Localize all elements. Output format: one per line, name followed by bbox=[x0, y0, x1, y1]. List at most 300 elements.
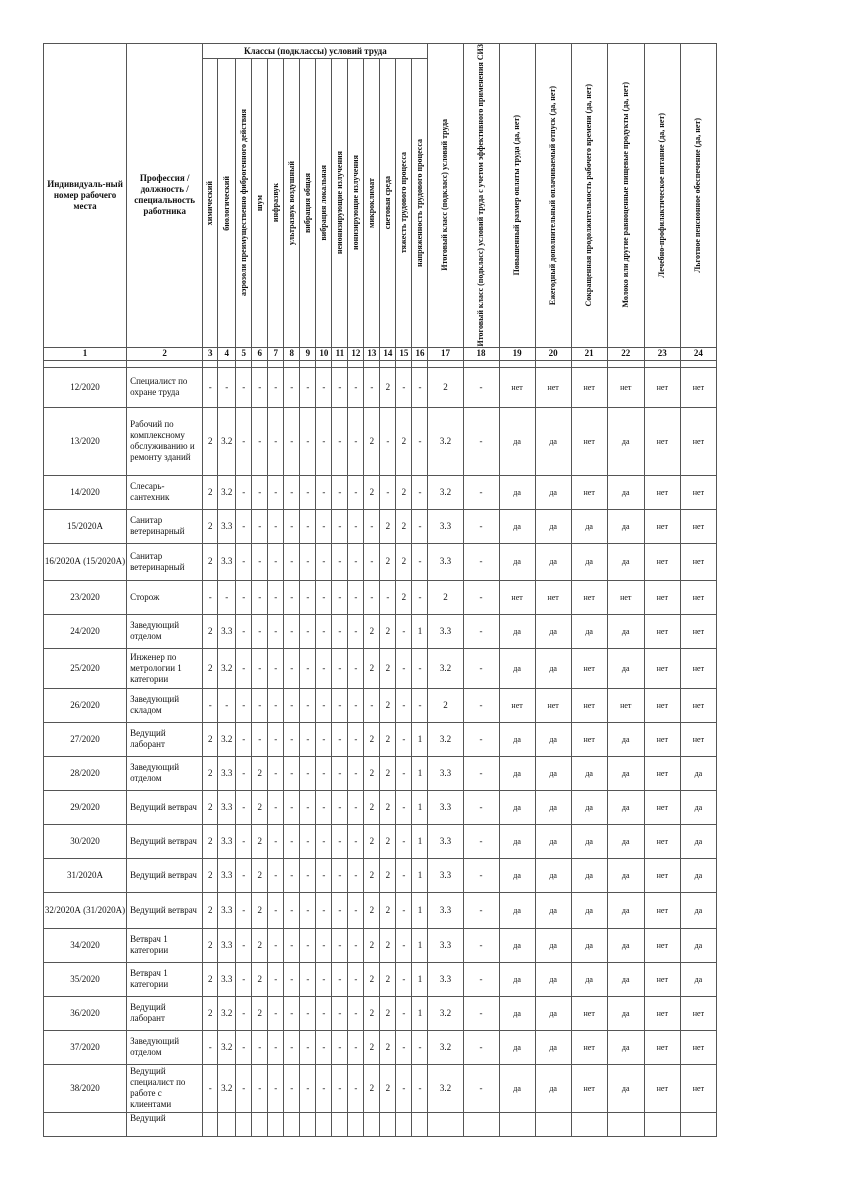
factor-class-cell: 2 bbox=[252, 790, 268, 824]
factor-class-cell: - bbox=[284, 962, 300, 996]
guarantee-cell: нет bbox=[644, 407, 680, 475]
header-factor-11: световая среда bbox=[380, 59, 396, 347]
factor-class-cell: - bbox=[284, 688, 300, 722]
table-body bbox=[44, 367, 717, 1136]
factor-class-cell: 2 bbox=[203, 509, 218, 543]
factor-class-cell: - bbox=[348, 928, 364, 962]
factor-class-cell: 2 bbox=[396, 407, 412, 475]
factor-class-cell: - bbox=[396, 858, 412, 892]
header-classes-group: Классы (подклассы) условий труда bbox=[203, 44, 428, 59]
factor-class-cell: - bbox=[300, 962, 316, 996]
empty-cell bbox=[463, 1112, 499, 1136]
workplace-id-cell: 34/2020 bbox=[44, 928, 127, 962]
workplace-id-cell: 26/2020 bbox=[44, 688, 127, 722]
factor-class-cell: - bbox=[396, 928, 412, 962]
factor-class-cell: - bbox=[300, 580, 316, 614]
column-number: 7 bbox=[268, 347, 284, 360]
guarantee-cell: нет bbox=[535, 688, 571, 722]
factor-class-cell: - bbox=[380, 475, 396, 509]
factor-class-cell: - bbox=[300, 367, 316, 407]
factor-class-cell: - bbox=[316, 543, 332, 580]
guarantee-cell: да bbox=[535, 892, 571, 928]
workplace-id-cell: 27/2020 bbox=[44, 722, 127, 756]
header-extra-0: Итоговый класс (подкласс) условий труда bbox=[428, 44, 463, 348]
workplace-id-cell: 16/2020А (15/2020А) bbox=[44, 543, 127, 580]
spacer-cell bbox=[300, 360, 316, 367]
guarantee-cell: да bbox=[607, 892, 644, 928]
factor-class-cell: - bbox=[412, 475, 428, 509]
total-class-cell: 3.2 bbox=[428, 1030, 463, 1064]
guarantee-cell: да bbox=[571, 824, 607, 858]
spacer-cell bbox=[380, 360, 396, 367]
profession-cell: Заведующий отделом bbox=[127, 756, 203, 790]
column-number: 18 bbox=[463, 347, 499, 360]
factor-class-cell: - bbox=[300, 790, 316, 824]
siz-class-cell: - bbox=[463, 928, 499, 962]
factor-class-cell: 2 bbox=[203, 824, 218, 858]
guarantee-cell: нет bbox=[571, 996, 607, 1030]
factor-class-cell: 2 bbox=[364, 824, 380, 858]
guarantee-cell: нет bbox=[644, 1064, 680, 1112]
factor-class-cell: - bbox=[364, 509, 380, 543]
factor-class-cell: - bbox=[332, 407, 348, 475]
factor-class-cell: - bbox=[332, 475, 348, 509]
factor-class-cell: - bbox=[348, 962, 364, 996]
factor-class-cell: - bbox=[300, 543, 316, 580]
column-number: 6 bbox=[252, 347, 268, 360]
guarantee-cell: да bbox=[607, 996, 644, 1030]
guarantee-cell: нет bbox=[607, 367, 644, 407]
spacer-cell bbox=[571, 360, 607, 367]
header-factor-8: неионизирующие излучения bbox=[332, 59, 348, 347]
factor-class-cell: - bbox=[284, 475, 300, 509]
workplace-id-cell: 29/2020 bbox=[44, 790, 127, 824]
factor-class-cell: 2 bbox=[364, 1064, 380, 1112]
factor-class-cell: - bbox=[268, 962, 284, 996]
guarantee-cell: да bbox=[680, 858, 716, 892]
factor-class-cell: - bbox=[284, 1064, 300, 1112]
header-extra-5: Молоко или другие равноценные пищевые продукты (да, нет) bbox=[607, 44, 644, 348]
factor-class-cell: - bbox=[396, 756, 412, 790]
column-number: 9 bbox=[300, 347, 316, 360]
factor-class-cell: - bbox=[412, 543, 428, 580]
factor-class-cell: - bbox=[348, 543, 364, 580]
factor-class-cell: - bbox=[332, 688, 348, 722]
header-id: Индивидуаль-ный номер рабочего места bbox=[44, 44, 127, 348]
guarantee-cell: да bbox=[535, 648, 571, 688]
factor-class-cell: 2 bbox=[380, 509, 396, 543]
guarantee-cell: да bbox=[499, 475, 535, 509]
factor-class-cell: 1 bbox=[412, 722, 428, 756]
guarantee-cell: да bbox=[499, 790, 535, 824]
factor-class-cell: 1 bbox=[412, 790, 428, 824]
factor-class-cell: - bbox=[348, 722, 364, 756]
header-factor-13: напряженность трудового процесса bbox=[412, 59, 428, 347]
factor-class-cell: - bbox=[348, 790, 364, 824]
workplace-id-cell: 25/2020 bbox=[44, 648, 127, 688]
document-page bbox=[43, 43, 717, 1137]
factor-class-cell: - bbox=[236, 475, 252, 509]
factor-class-cell: - bbox=[236, 858, 252, 892]
factor-class-cell: 3.2 bbox=[218, 1030, 236, 1064]
factor-class-cell: 2 bbox=[364, 407, 380, 475]
factor-class-cell: - bbox=[236, 1030, 252, 1064]
factor-class-cell: - bbox=[348, 892, 364, 928]
factor-class-cell: - bbox=[364, 367, 380, 407]
guarantee-cell: да bbox=[499, 928, 535, 962]
factor-class-cell: 2 bbox=[364, 858, 380, 892]
factor-class-cell: - bbox=[332, 858, 348, 892]
factor-class-cell: - bbox=[412, 367, 428, 407]
spacer-cell bbox=[316, 360, 332, 367]
siz-class-cell: - bbox=[463, 756, 499, 790]
factor-class-cell: 2 bbox=[203, 407, 218, 475]
factor-class-cell: - bbox=[203, 1064, 218, 1112]
factor-class-cell: 2 bbox=[203, 648, 218, 688]
guarantee-cell: нет bbox=[644, 892, 680, 928]
factor-class-cell: - bbox=[300, 996, 316, 1030]
header-factor-1: биологический bbox=[218, 59, 236, 347]
factor-class-cell: - bbox=[300, 892, 316, 928]
factor-class-cell: - bbox=[412, 1030, 428, 1064]
factor-class-cell: - bbox=[332, 962, 348, 996]
factor-class-cell: - bbox=[252, 688, 268, 722]
factor-class-cell: 3.2 bbox=[218, 648, 236, 688]
guarantee-cell: нет bbox=[644, 509, 680, 543]
table-row-partial bbox=[44, 1112, 717, 1136]
factor-class-cell: - bbox=[252, 614, 268, 648]
spacer-cell bbox=[44, 360, 127, 367]
factor-class-cell: - bbox=[236, 824, 252, 858]
factor-class-cell: - bbox=[268, 580, 284, 614]
spacer-cell bbox=[607, 360, 644, 367]
factor-class-cell: 3.3 bbox=[218, 790, 236, 824]
spacer-cell bbox=[203, 360, 218, 367]
factor-class-cell: 1 bbox=[412, 756, 428, 790]
factor-class-cell: - bbox=[300, 722, 316, 756]
profession-cell: Рабочий по комплексному обслуживанию и ремонту зданий bbox=[127, 407, 203, 475]
factor-class-cell: - bbox=[236, 367, 252, 407]
factor-class-cell: - bbox=[252, 648, 268, 688]
total-class-cell: 2 bbox=[428, 580, 463, 614]
factor-class-cell: - bbox=[268, 790, 284, 824]
guarantee-cell: нет bbox=[680, 688, 716, 722]
workplace-id-cell: 24/2020 bbox=[44, 614, 127, 648]
factor-class-cell: - bbox=[396, 962, 412, 996]
column-number: 5 bbox=[236, 347, 252, 360]
factor-class-cell: 2 bbox=[380, 790, 396, 824]
factor-class-cell: - bbox=[252, 580, 268, 614]
factor-class-cell: - bbox=[236, 790, 252, 824]
total-class-cell: 2 bbox=[428, 367, 463, 407]
guarantee-cell: нет bbox=[535, 580, 571, 614]
factor-class-cell: 2 bbox=[252, 892, 268, 928]
table-row bbox=[44, 722, 717, 756]
total-class-cell: 3.2 bbox=[428, 475, 463, 509]
factor-class-cell: - bbox=[236, 756, 252, 790]
guarantee-cell: да bbox=[571, 892, 607, 928]
profession-cell: Заведующий отделом bbox=[127, 1030, 203, 1064]
factor-class-cell: - bbox=[300, 648, 316, 688]
factor-class-cell: - bbox=[203, 367, 218, 407]
header-factor-7: вибрация локальная bbox=[316, 59, 332, 347]
table-row bbox=[44, 648, 717, 688]
table-row bbox=[44, 1030, 717, 1064]
factor-class-cell: - bbox=[268, 824, 284, 858]
factor-class-cell: 3.3 bbox=[218, 962, 236, 996]
guarantee-cell: да bbox=[535, 722, 571, 756]
factor-class-cell: 2 bbox=[364, 614, 380, 648]
factor-class-cell: - bbox=[300, 928, 316, 962]
factor-class-cell: - bbox=[364, 580, 380, 614]
guarantee-cell: да bbox=[499, 996, 535, 1030]
guarantee-cell: нет bbox=[644, 1030, 680, 1064]
guarantee-cell: да bbox=[607, 509, 644, 543]
siz-class-cell: - bbox=[463, 824, 499, 858]
workplace-id-cell: 14/2020 bbox=[44, 475, 127, 509]
column-number: 16 bbox=[412, 347, 428, 360]
factor-class-cell: - bbox=[396, 1030, 412, 1064]
empty-cell bbox=[380, 1112, 396, 1136]
factor-class-cell: - bbox=[380, 407, 396, 475]
siz-class-cell: - bbox=[463, 892, 499, 928]
table-row bbox=[44, 962, 717, 996]
guarantee-cell: нет bbox=[571, 1064, 607, 1112]
factor-class-cell: - bbox=[396, 688, 412, 722]
header-profession: Профессия / должность / специальность работника bbox=[127, 44, 203, 348]
factor-class-cell: - bbox=[236, 543, 252, 580]
factor-class-cell: - bbox=[268, 928, 284, 962]
factor-class-cell: - bbox=[236, 407, 252, 475]
empty-cell bbox=[348, 1112, 364, 1136]
workplace-id-cell: 13/2020 bbox=[44, 407, 127, 475]
factor-class-cell: 2 bbox=[396, 509, 412, 543]
factor-class-cell: - bbox=[380, 580, 396, 614]
factor-class-cell: 2 bbox=[380, 892, 396, 928]
factor-class-cell: - bbox=[348, 858, 364, 892]
guarantee-cell: да bbox=[499, 722, 535, 756]
factor-class-cell: - bbox=[252, 1030, 268, 1064]
factor-class-cell: 2 bbox=[380, 996, 396, 1030]
factor-class-cell: - bbox=[316, 996, 332, 1030]
table-row bbox=[44, 543, 717, 580]
siz-class-cell: - bbox=[463, 858, 499, 892]
guarantee-cell: нет bbox=[680, 407, 716, 475]
factor-class-cell: - bbox=[396, 367, 412, 407]
factor-class-cell: 2 bbox=[203, 858, 218, 892]
factor-class-cell: 2 bbox=[203, 756, 218, 790]
factor-class-cell: 3.3 bbox=[218, 756, 236, 790]
factor-class-cell: - bbox=[268, 722, 284, 756]
factor-class-cell: 1 bbox=[412, 962, 428, 996]
factor-class-cell: 1 bbox=[412, 892, 428, 928]
guarantee-cell: да bbox=[499, 614, 535, 648]
profession-cell: Слесарь-сантехник bbox=[127, 475, 203, 509]
factor-class-cell: 2 bbox=[396, 580, 412, 614]
factor-class-cell: - bbox=[252, 1064, 268, 1112]
guarantee-cell: да bbox=[680, 756, 716, 790]
factor-class-cell: - bbox=[316, 580, 332, 614]
guarantee-cell: да bbox=[499, 824, 535, 858]
guarantee-cell: да bbox=[571, 543, 607, 580]
factor-class-cell: - bbox=[252, 367, 268, 407]
table-row bbox=[44, 756, 717, 790]
empty-cell bbox=[268, 1112, 284, 1136]
column-number: 22 bbox=[607, 347, 644, 360]
header-factor-9: ионизирующие излучения bbox=[348, 59, 364, 347]
siz-class-cell: - bbox=[463, 962, 499, 996]
factor-class-cell: - bbox=[284, 790, 300, 824]
factor-class-cell: 2 bbox=[380, 614, 396, 648]
empty-cell bbox=[316, 1112, 332, 1136]
column-number: 2 bbox=[127, 347, 203, 360]
profession-cell: Ведущий лаборант bbox=[127, 996, 203, 1030]
factor-class-cell: 2 bbox=[364, 928, 380, 962]
header-factor-6: вибрация общая bbox=[300, 59, 316, 347]
guarantee-cell: да bbox=[571, 756, 607, 790]
factor-class-cell: - bbox=[236, 928, 252, 962]
guarantee-cell: нет bbox=[680, 509, 716, 543]
factor-class-cell: - bbox=[316, 367, 332, 407]
factor-class-cell: - bbox=[300, 824, 316, 858]
factor-class-cell: - bbox=[396, 824, 412, 858]
empty-cell bbox=[332, 1112, 348, 1136]
guarantee-cell: нет bbox=[680, 722, 716, 756]
factor-class-cell: - bbox=[348, 688, 364, 722]
factor-class-cell: - bbox=[396, 614, 412, 648]
factor-class-cell: 2 bbox=[380, 648, 396, 688]
total-class-cell: 3.3 bbox=[428, 756, 463, 790]
factor-class-cell: - bbox=[316, 688, 332, 722]
factor-class-cell: - bbox=[284, 648, 300, 688]
guarantee-cell: нет bbox=[499, 580, 535, 614]
factor-class-cell: - bbox=[268, 1030, 284, 1064]
siz-class-cell: - bbox=[463, 1030, 499, 1064]
column-number: 24 bbox=[680, 347, 716, 360]
factor-class-cell: - bbox=[284, 892, 300, 928]
factor-class-cell: - bbox=[316, 892, 332, 928]
factor-class-cell: 3.2 bbox=[218, 1064, 236, 1112]
factor-class-cell: - bbox=[268, 475, 284, 509]
factor-class-cell: - bbox=[236, 509, 252, 543]
guarantee-cell: нет bbox=[644, 475, 680, 509]
factor-class-cell: - bbox=[284, 824, 300, 858]
factor-class-cell: - bbox=[348, 475, 364, 509]
guarantee-cell: да bbox=[535, 614, 571, 648]
siz-class-cell: - bbox=[463, 614, 499, 648]
factor-class-cell: - bbox=[236, 996, 252, 1030]
factor-class-cell: - bbox=[268, 407, 284, 475]
header-extra-4: Сокращенная продолжительность рабочего времени (да, нет) bbox=[571, 44, 607, 348]
factor-class-cell: 2 bbox=[380, 858, 396, 892]
factor-class-cell: - bbox=[268, 996, 284, 1030]
profession-cell: Ведущий специалист по работе с клиентами bbox=[127, 1064, 203, 1112]
factor-class-cell: 3.3 bbox=[218, 858, 236, 892]
guarantee-cell: да bbox=[607, 407, 644, 475]
empty-cell bbox=[535, 1112, 571, 1136]
guarantee-cell: нет bbox=[680, 580, 716, 614]
factor-class-cell: - bbox=[396, 648, 412, 688]
factor-class-cell: 2 bbox=[380, 928, 396, 962]
factor-class-cell: - bbox=[412, 1064, 428, 1112]
factor-class-cell: - bbox=[316, 1030, 332, 1064]
guarantee-cell: да bbox=[607, 824, 644, 858]
spacer-cell bbox=[680, 360, 716, 367]
factor-class-cell: - bbox=[364, 688, 380, 722]
header-factor-4: инфразвук bbox=[268, 59, 284, 347]
spacer-cell bbox=[364, 360, 380, 367]
total-class-cell: 3.3 bbox=[428, 509, 463, 543]
factor-class-cell: - bbox=[252, 475, 268, 509]
factor-class-cell: - bbox=[348, 614, 364, 648]
guarantee-cell: нет bbox=[680, 475, 716, 509]
factor-class-cell: - bbox=[412, 648, 428, 688]
guarantee-cell: да bbox=[607, 928, 644, 962]
factor-class-cell: 3.2 bbox=[218, 996, 236, 1030]
factor-class-cell: - bbox=[332, 996, 348, 1030]
guarantee-cell: да bbox=[535, 509, 571, 543]
factor-class-cell: - bbox=[396, 996, 412, 1030]
profession-cell: Заведующий складом bbox=[127, 688, 203, 722]
factor-class-cell: 2 bbox=[252, 756, 268, 790]
factor-class-cell: - bbox=[332, 756, 348, 790]
column-number: 12 bbox=[348, 347, 364, 360]
factor-class-cell: - bbox=[284, 996, 300, 1030]
guarantee-cell: нет bbox=[571, 722, 607, 756]
column-number: 1 bbox=[44, 347, 127, 360]
factor-class-cell: - bbox=[316, 407, 332, 475]
empty-cell bbox=[203, 1112, 218, 1136]
empty-cell bbox=[680, 1112, 716, 1136]
guarantee-cell: нет bbox=[644, 928, 680, 962]
siz-class-cell: - bbox=[463, 722, 499, 756]
table-row bbox=[44, 580, 717, 614]
factor-class-cell: - bbox=[236, 1064, 252, 1112]
factor-class-cell: - bbox=[218, 367, 236, 407]
profession-cell: Ветврач 1 категории bbox=[127, 928, 203, 962]
factor-class-cell: - bbox=[348, 648, 364, 688]
guarantee-cell: да bbox=[571, 509, 607, 543]
siz-class-cell: - bbox=[463, 509, 499, 543]
factor-class-cell: 3.3 bbox=[218, 824, 236, 858]
guarantee-cell: да bbox=[535, 962, 571, 996]
guarantee-cell: да bbox=[571, 962, 607, 996]
guarantee-cell: нет bbox=[644, 962, 680, 996]
factor-class-cell: - bbox=[236, 688, 252, 722]
guarantee-cell: нет bbox=[644, 858, 680, 892]
workplace-id-cell: 35/2020 bbox=[44, 962, 127, 996]
factor-class-cell: - bbox=[332, 824, 348, 858]
table-row bbox=[44, 996, 717, 1030]
factor-class-cell: - bbox=[396, 790, 412, 824]
column-number: 20 bbox=[535, 347, 571, 360]
spacer-cell bbox=[396, 360, 412, 367]
factor-class-cell: - bbox=[268, 688, 284, 722]
total-class-cell: 3.3 bbox=[428, 858, 463, 892]
workplace-id-cell: 23/2020 bbox=[44, 580, 127, 614]
profession-cell: Ведущий ветврач bbox=[127, 824, 203, 858]
empty-cell bbox=[300, 1112, 316, 1136]
total-class-cell: 3.3 bbox=[428, 543, 463, 580]
total-class-cell: 3.2 bbox=[428, 1064, 463, 1112]
guarantee-cell: нет bbox=[644, 614, 680, 648]
factor-class-cell: - bbox=[236, 892, 252, 928]
empty-cell bbox=[218, 1112, 236, 1136]
workplace-id-cell: 30/2020 bbox=[44, 824, 127, 858]
guarantee-cell: да bbox=[535, 475, 571, 509]
siz-class-cell: - bbox=[463, 475, 499, 509]
factor-class-cell: - bbox=[332, 892, 348, 928]
